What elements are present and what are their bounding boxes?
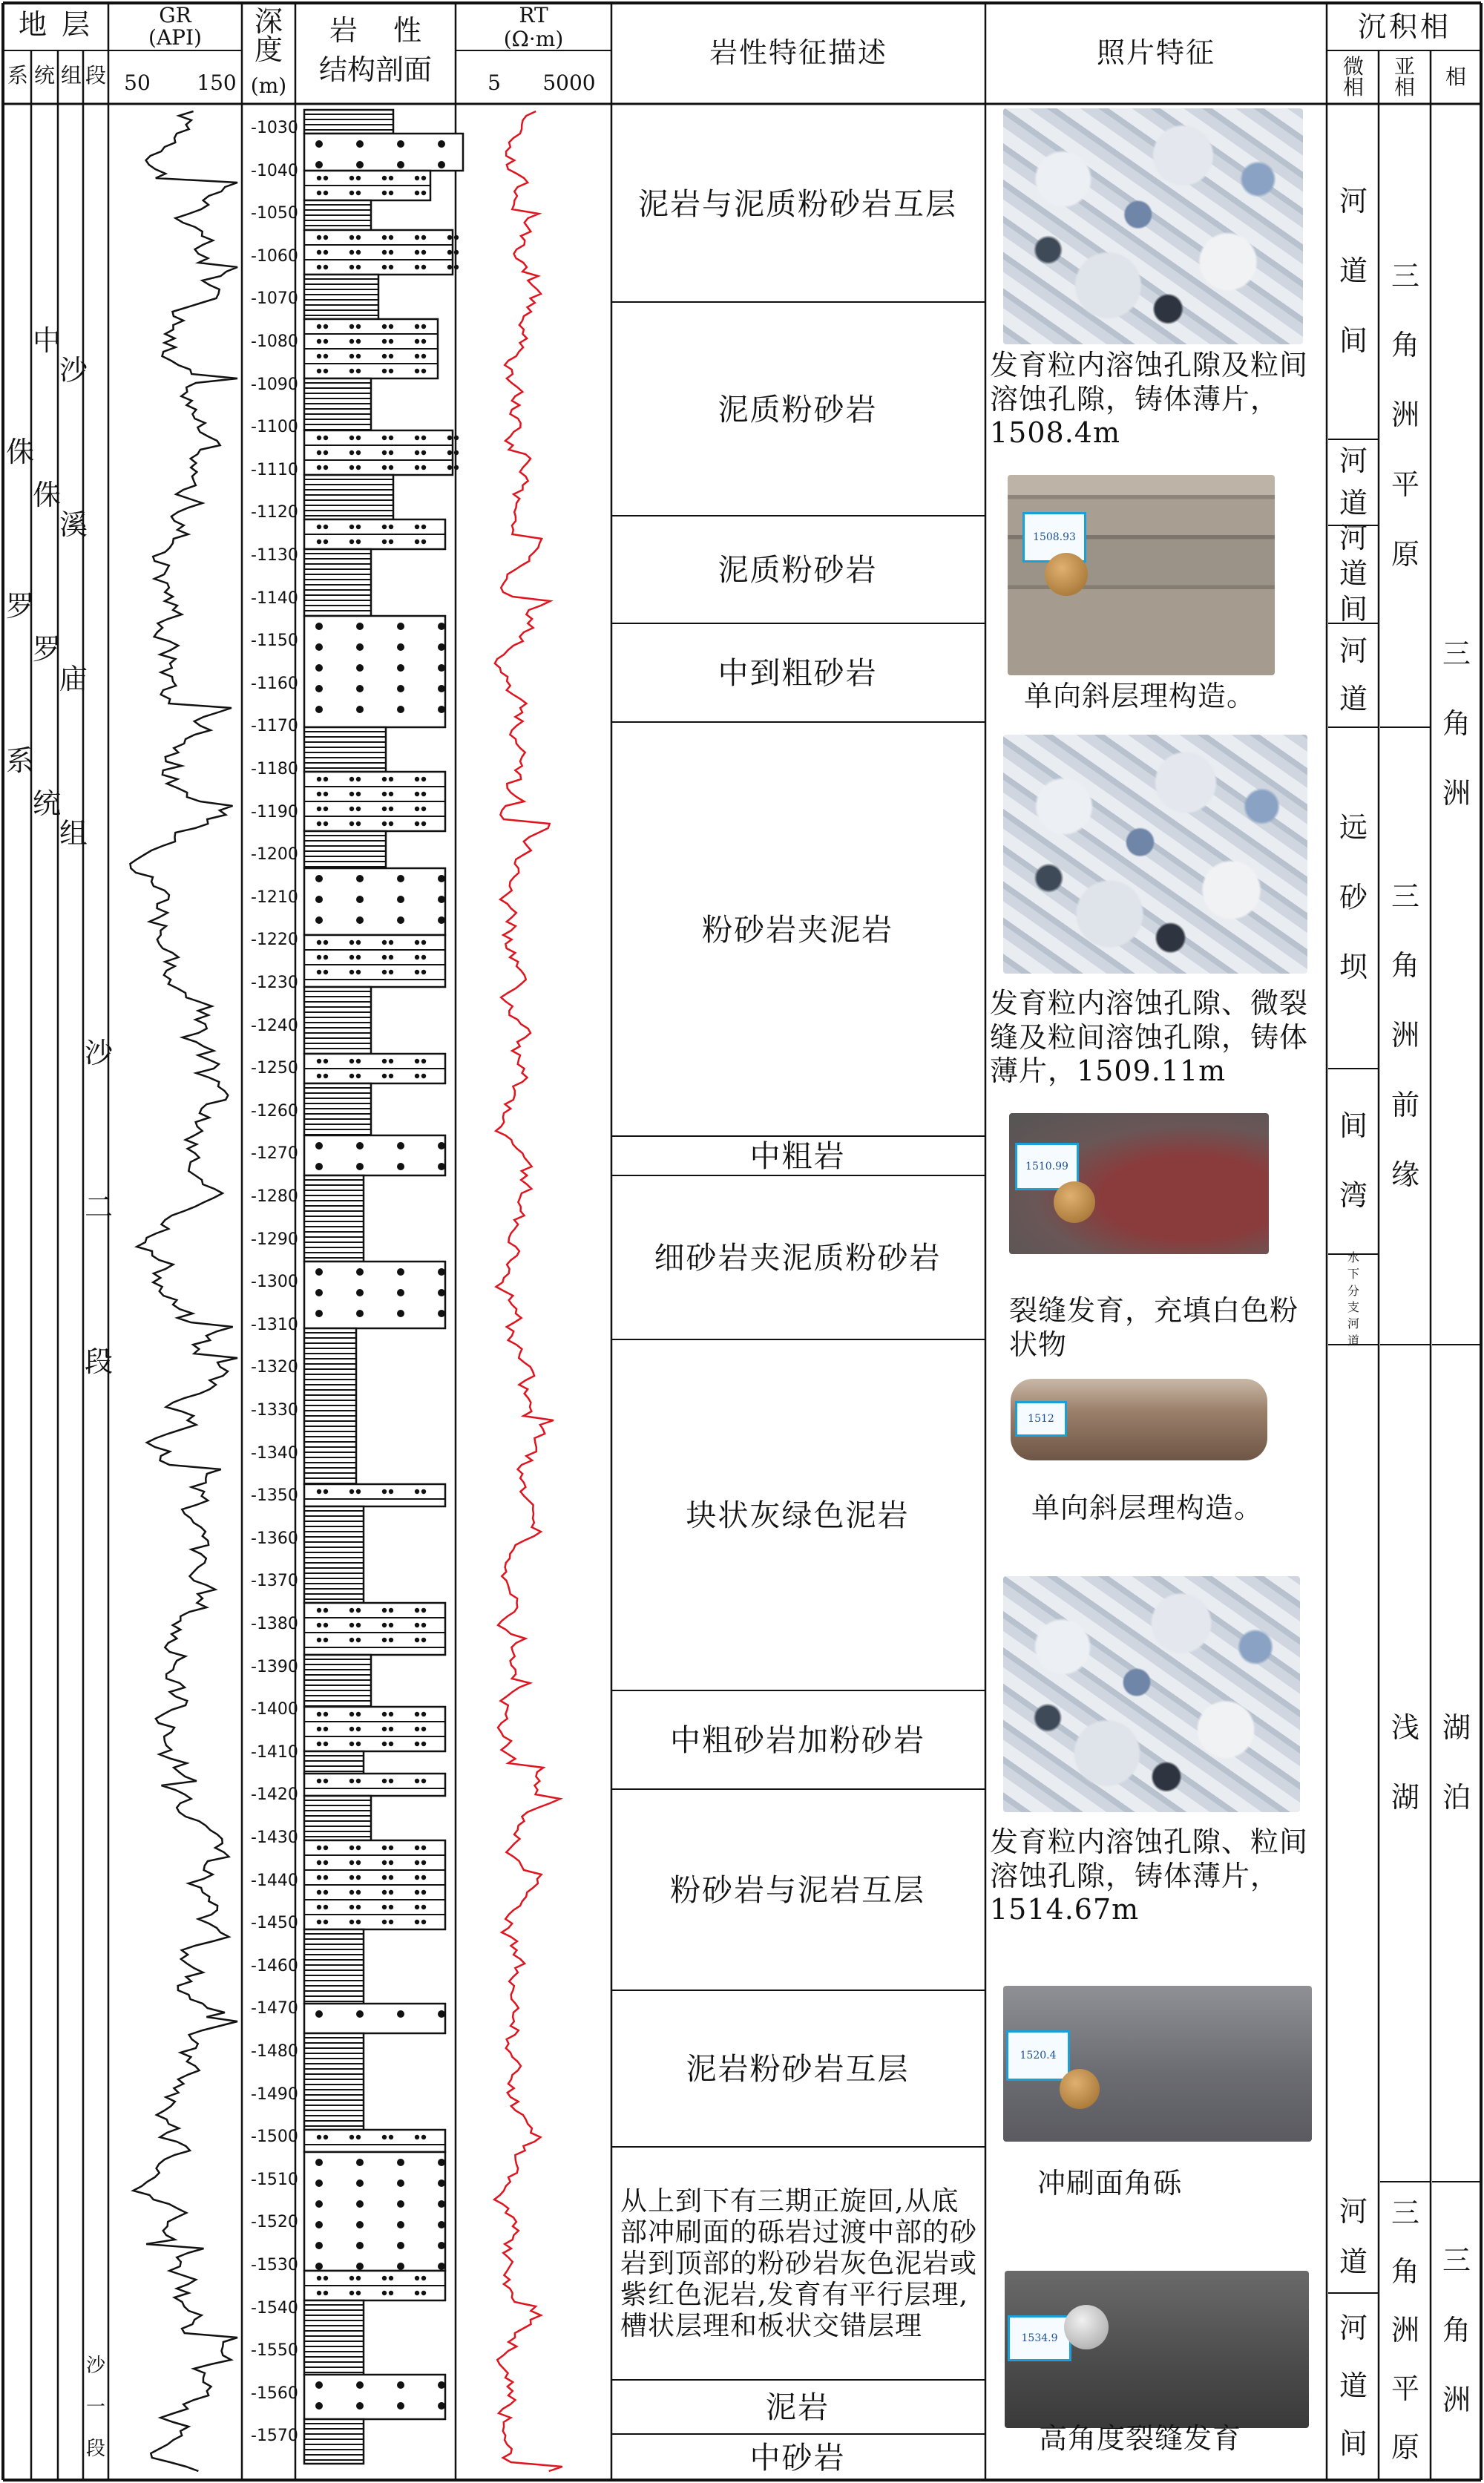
subfacies-4: 三 角 洲 平 原: [1391, 2197, 1419, 2464]
depth-tick: -1480: [251, 2042, 298, 2061]
desc-5: 粉砂岩夹泥岩: [702, 911, 893, 948]
lithology-bed: [304, 275, 378, 319]
sample-tag: 1534.9: [1008, 2315, 1071, 2361]
rt-log-curve: [494, 111, 562, 2471]
depth-tick: -1330: [251, 1401, 298, 1420]
lithology-bed: [304, 1751, 364, 1774]
depth-tick: -1210: [251, 888, 298, 907]
description-title: 岩性特征描述: [709, 36, 887, 70]
depth-tick: -1130: [251, 546, 298, 565]
lithology-bed: [304, 2004, 445, 2033]
depth-tick: -1390: [251, 1657, 298, 1676]
depth-tick: -1070: [251, 289, 298, 309]
lithology-bed: [304, 831, 386, 868]
depth-tick: -1240: [251, 1016, 298, 1035]
subfacies-2: 三 角 洲 前 缘: [1391, 879, 1419, 1191]
strata-header: 地 层: [18, 8, 93, 42]
formation-label: 沙 溪 庙 组: [59, 354, 88, 850]
member-lower-label: 沙 一 段: [85, 2355, 105, 2460]
subfacies-header: 亚 相: [1393, 54, 1415, 99]
depth-tick: -1170: [251, 717, 298, 736]
depth-tick: -1230: [251, 974, 298, 992]
depth-tick: -1560: [251, 2384, 298, 2403]
depth-tick: -1450: [251, 1914, 298, 1933]
microfacies-1: 河 道 间: [1339, 185, 1368, 357]
desc-10: 粉砂岩与泥岩互层: [670, 1872, 925, 1909]
depth-tick: -1120: [251, 503, 298, 522]
desc-11: 泥岩粉砂岩互层: [686, 2051, 910, 2087]
photo-caption-7: 冲刷面角砾: [1037, 2167, 1183, 2200]
depth-tick: -1040: [251, 161, 298, 180]
facies-title: 沉积相: [1357, 10, 1451, 44]
thin-section-photo-1: [1003, 108, 1303, 344]
desc-8: 块状灰绿色泥岩: [686, 1498, 910, 1534]
depth-tick: -1430: [251, 1828, 298, 1847]
formation-header: 组: [60, 62, 82, 88]
core-photo-1: [1008, 475, 1275, 675]
depth-tick: -1090: [251, 375, 298, 394]
sample-tag: 1512: [1015, 1401, 1067, 1437]
series-label: 中 侏 罗 统: [33, 324, 62, 820]
lithology-bed: [304, 1484, 445, 1506]
photo-caption-6: 发育粒内溶蚀孔隙、粒间溶蚀孔隙，铸体薄片，1514.67m: [990, 1826, 1309, 1926]
rt-scale-min: 5: [487, 70, 501, 95]
depth-tick: -1570: [251, 2427, 298, 2446]
depth-tick: -1050: [251, 204, 298, 223]
lithology-bed: [304, 2419, 364, 2464]
lithology-bed: [304, 1135, 445, 1175]
facies-1: 三 角 洲: [1442, 637, 1471, 810]
depth-tick: -1030: [251, 119, 298, 137]
series-header: 统: [33, 62, 55, 88]
desc-13: 泥岩: [766, 2389, 830, 2426]
sample-tag: 1508.93: [1022, 512, 1086, 562]
depth-tick: -1080: [251, 332, 298, 351]
core-photo-3: [1011, 1379, 1267, 1460]
member-header: 段: [85, 62, 106, 88]
sample-tag: 1520.4: [1006, 2030, 1070, 2081]
depth-tick: -1410: [251, 1742, 298, 1762]
depth-tick: -1220: [251, 931, 298, 950]
depth-tick: -1420: [251, 1785, 298, 1805]
depth-tick: -1530: [251, 2256, 298, 2274]
facies-header: 相: [1445, 64, 1466, 89]
thin-section-photo-2: [1003, 735, 1307, 974]
depth-tick: -1500: [251, 2128, 298, 2147]
coin-scale: [1060, 2069, 1100, 2109]
desc-1: 泥岩与泥质粉砂岩互层: [638, 186, 957, 223]
desc-4: 中到粗砂岩: [718, 655, 878, 692]
coin-scale: [1064, 2305, 1109, 2349]
depth-tick: -1490: [251, 2085, 298, 2104]
lithology-bed: [304, 616, 445, 727]
lithology-subtitle: 结构剖面: [318, 53, 432, 87]
depth-tick: -1250: [251, 1059, 298, 1078]
photo-caption-5: 单向斜层理构造。: [1031, 1492, 1264, 1524]
depth-tick: -1350: [251, 1486, 298, 1506]
lithology-bed: [304, 475, 393, 519]
lithology-bed: [304, 1796, 371, 1840]
lithology-bed: [304, 2375, 445, 2419]
lithology-bed: [304, 2130, 445, 2152]
lithology-bed: [304, 1262, 445, 1328]
depth-tick: -1140: [251, 588, 298, 608]
member-upper-label: 沙 二 段: [85, 1037, 114, 1378]
depth-tick: -1380: [251, 1615, 298, 1633]
depth-tick: -1510: [251, 2170, 298, 2189]
core-photo-4: [1003, 1986, 1312, 2142]
lithology-bed: [304, 868, 445, 935]
microfacies-8: 河 道: [1339, 2194, 1368, 2279]
lithology-bed: [304, 1929, 364, 2004]
depth-title: 深 度: [254, 5, 283, 66]
depth-tick: -1320: [251, 1358, 298, 1377]
depth-tick: -1150: [251, 632, 298, 651]
lithology-bed: [304, 727, 386, 772]
desc-2: 泥质粉砂岩: [718, 391, 878, 427]
coin-scale: [1054, 1181, 1095, 1223]
depth-tick: -1300: [251, 1273, 298, 1292]
depth-tick: -1460: [251, 1956, 298, 1975]
depth-tick: -1520: [251, 2213, 298, 2232]
desc-14: 中砂岩: [749, 2440, 846, 2476]
gr-title: GR: [159, 2, 191, 27]
desc-6: 中粗岩: [749, 1138, 846, 1175]
lithology-bed: [304, 2300, 364, 2375]
photo-caption-3: 发育粒内溶蚀孔隙、微裂缝及粒间溶蚀孔隙，铸体薄片，1509.11m: [990, 987, 1309, 1088]
core-photo-2: [1009, 1113, 1269, 1254]
depth-tick: -1260: [251, 1101, 298, 1121]
depth-tick: -1060: [251, 246, 298, 266]
system-label: 侏 罗 系: [6, 436, 35, 777]
photo-caption-8: 高角度裂缝发育: [1039, 2422, 1242, 2455]
gr-unit: (API): [148, 24, 202, 50]
depth-tick: -1180: [251, 760, 298, 778]
depth-tick: -1310: [251, 1315, 298, 1334]
photo-caption-2: 单向斜层理构造。: [1024, 680, 1256, 712]
desc-7: 细砂岩夹泥质粉砂岩: [654, 1240, 942, 1276]
microfacies-9: 河 道 间: [1339, 2311, 1368, 2461]
microfacies-header: 微 相: [1342, 54, 1364, 99]
depth-tick: -1110: [251, 460, 298, 479]
desc-3: 泥质粉砂岩: [718, 552, 878, 588]
rt-unit: (Ω·m): [503, 26, 564, 51]
depth-tick: -1550: [251, 2341, 298, 2361]
lithology-bed: [304, 1774, 445, 1796]
lithology-column: [304, 110, 463, 2464]
depth-tick: -1270: [251, 1144, 298, 1164]
lithology-bed: [304, 1175, 364, 1262]
core-photo-5: [1005, 2271, 1309, 2428]
lithology-bed: [304, 2152, 445, 2271]
depth-unit: (m): [250, 73, 287, 98]
gr-scale-max: 150: [197, 70, 237, 95]
photo-caption-1: 发育粒内溶蚀孔隙及粒间溶蚀孔隙，铸体薄片，1508.4m: [990, 349, 1309, 450]
depth-tick: -1190: [251, 802, 298, 821]
depth-tick: -1470: [251, 1999, 298, 2018]
microfacies-7: 水 下 分 支 河 道: [1347, 1250, 1359, 1348]
depth-tick: -1440: [251, 1871, 298, 1890]
depth-tick: -1340: [251, 1443, 298, 1463]
gr-log-curve: [131, 111, 238, 2471]
depth-tick: -1540: [251, 2298, 298, 2318]
sample-tag: 1510.99: [1015, 1143, 1079, 1190]
photo-caption-4: 裂缝发育，充填白色粉状物: [1009, 1294, 1299, 1361]
microfacies-4: 河 道: [1339, 634, 1368, 715]
rt-scale-max: 5000: [542, 70, 596, 95]
coin-scale: [1045, 553, 1088, 596]
depth-tick: -1290: [251, 1230, 298, 1249]
rt-title: RT: [519, 2, 548, 27]
facies-3: 三 角 洲: [1442, 2244, 1471, 2416]
microfacies-6: 间 湾: [1339, 1109, 1368, 1212]
depth-tick: -1370: [251, 1572, 298, 1591]
microfacies-3: 河 道 间: [1339, 521, 1368, 626]
thin-section-photo-3: [1003, 1576, 1300, 1812]
depth-tick: -1160: [251, 674, 298, 693]
desc-9: 中粗砂岩加粉砂岩: [670, 1722, 925, 1759]
desc-12: 从上到下有三期正旋回,从底部冲刷面的砾岩过渡中部的砂岩到顶部的粉砂岩灰色泥岩或紫红色泥岩,发育有平行层理,槽状层理和板状交错层理: [620, 2185, 978, 2342]
subfacies-1: 三 角 洲 平 原: [1391, 259, 1419, 571]
photo-title: 照片特征: [1096, 36, 1215, 70]
facies-2: 湖 泊: [1442, 1711, 1471, 1814]
microfacies-5: 远 砂 坝: [1339, 811, 1368, 983]
microfacies-2: 河 道: [1339, 444, 1368, 519]
depth-tick: -1280: [251, 1187, 298, 1206]
depth-tick: -1400: [251, 1700, 298, 1719]
depth-tick: -1200: [251, 845, 298, 865]
depth-tick: -1360: [251, 1529, 298, 1548]
depth-tick: -1100: [251, 418, 298, 437]
subfacies-3: 浅 湖: [1391, 1711, 1419, 1814]
lithology-title: 岩 性: [329, 14, 422, 47]
gr-scale-min: 50: [124, 70, 151, 95]
system-header: 系: [7, 62, 28, 88]
